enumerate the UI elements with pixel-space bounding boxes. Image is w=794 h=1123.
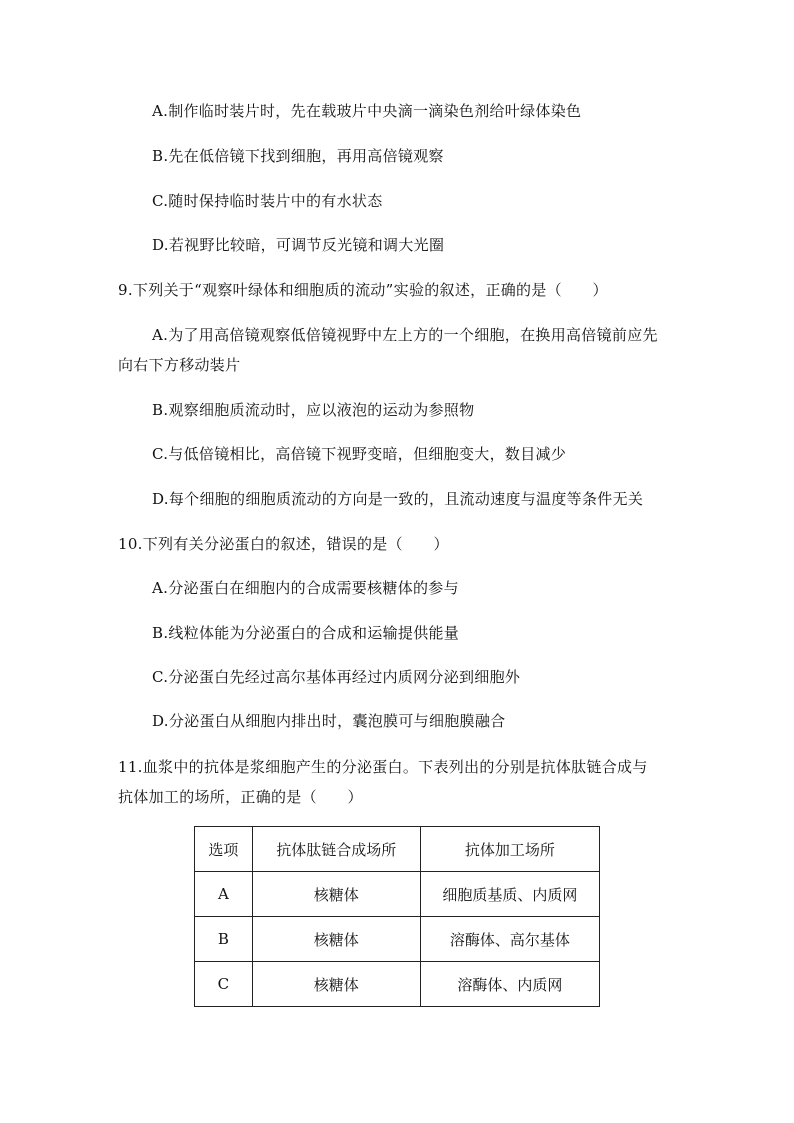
table-cell: B [195,917,253,962]
q9-option-c: C.与低倍镜相比，高倍镜下视野变暗，但细胞变大，数目减少 [152,445,567,463]
q10-stem: 10.下列有关分泌蛋白的叙述，错误的是（ ） [118,535,449,553]
table-header-option: 选项 [195,827,253,872]
q11-stem-line1: 11.血浆中的抗体是浆细胞产生的分泌蛋白。下表列出的分别是抗体肽链合成与 [118,758,648,776]
table-row [195,917,600,962]
q8-option-b: B.先在低倍镜下找到细胞，再用高倍镜观察 [152,147,444,165]
answer-table [194,826,600,1007]
q9-option-b: B.观察细胞质流动时，应以液泡的运动为参照物 [152,401,475,419]
table-cell: A [195,872,253,917]
table-cell: 核糖体 [252,962,420,1007]
q10-option-c: C.分泌蛋白先经过高尔基体再经过内质网分泌到细胞外 [152,668,521,686]
q9-option-d: D.每个细胞的细胞质流动的方向是一致的，且流动速度与温度等条件无关 [152,490,644,508]
q8-option-d: D.若视野比较暗，可调节反光镜和调大光圈 [152,236,445,254]
q10-option-b: B.线粒体能为分泌蛋白的合成和运输提供能量 [152,624,460,642]
table-row [195,962,600,1007]
q9-stem: 9.下列关于“观察叶绿体和细胞质的流动”实验的叙述，正确的是（ ） [118,281,608,299]
table-cell: 溶酶体、内质网 [420,962,599,1007]
q9-option-a-line2: 向右下方移动装片 [118,356,241,374]
q10-option-d: D.分泌蛋白从细胞内排出时，囊泡膜可与细胞膜融合 [152,712,506,730]
table-cell: 核糖体 [252,872,420,917]
table-header-synthesis-site: 抗体肽链合成场所 [252,827,420,872]
q8-option-a: A.制作临时装片时，先在载玻片中央滴一滴染色剂给叶绿体染色 [152,102,582,120]
table-cell: 溶酶体、高尔基体 [420,917,599,962]
q9-option-a-line1: A.为了用高倍镜观察低倍镜视野中左上方的一个细胞，在换用高倍镜前应先 [152,326,658,344]
q8-option-c: C.随时保持临时装片中的有水状态 [152,192,383,210]
table-header-row [195,827,600,872]
q10-option-a: A.分泌蛋白在细胞内的合成需要核糖体的参与 [152,579,459,597]
table-cell: 细胞质基质、内质网 [420,872,599,917]
table-cell: 核糖体 [252,917,420,962]
table-row [195,872,600,917]
table-cell: C [195,962,253,1007]
table-header-processing-site: 抗体加工场所 [420,827,599,872]
q11-stem-line2: 抗体加工的场所，正确的是（ ） [118,788,363,806]
